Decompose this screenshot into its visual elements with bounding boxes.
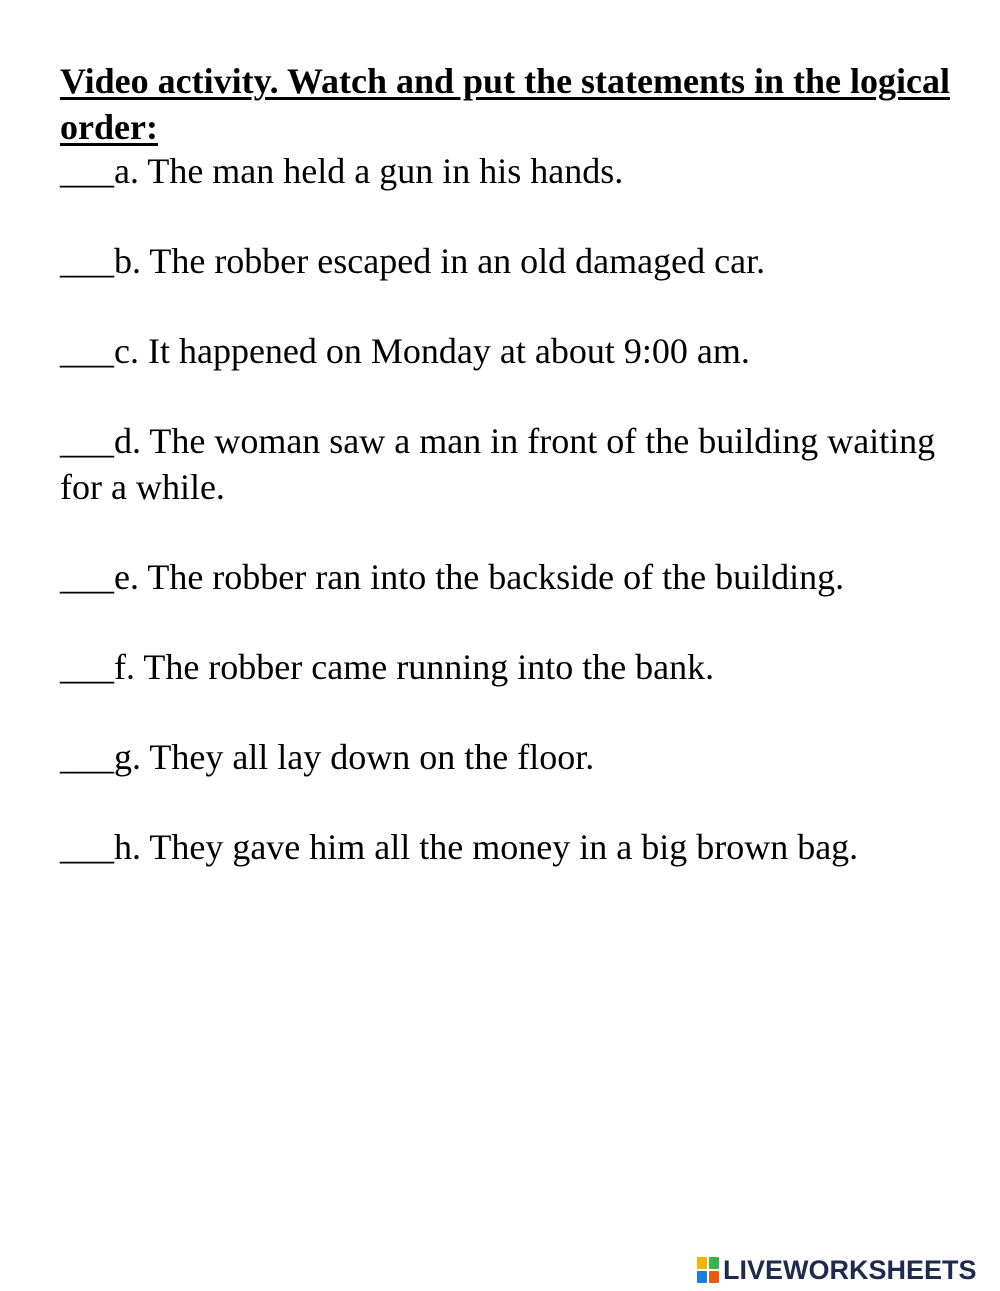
worksheet-title: Video activity. Watch and put the statements in the logical order: — [60, 61, 950, 147]
statement-list — [60, 148, 960, 870]
statement-item-f — [60, 644, 960, 690]
answer-blank[interactable]: ___ — [60, 557, 114, 597]
statement-text: h. They gave him all the money in a big brown bag. — [114, 827, 859, 867]
logo-square-3 — [697, 1271, 707, 1283]
answer-blank[interactable]: ___ — [60, 331, 114, 371]
answer-blank[interactable]: ___ — [60, 151, 114, 191]
statement-item-h — [60, 824, 960, 870]
statement-item-e — [60, 554, 960, 600]
worksheet — [60, 58, 960, 914]
statement-item-d — [60, 418, 960, 510]
statement-text: f. The robber came running into the bank. — [114, 647, 715, 687]
statement-item-c — [60, 328, 960, 374]
statement-text: g. They all lay down on the floor. — [114, 737, 595, 777]
answer-blank[interactable]: ___ — [60, 737, 114, 777]
liveworksheets-logo-icon — [697, 1257, 719, 1283]
statement-text: e. The robber ran into the backside of the building. — [114, 557, 845, 597]
statement-text: a. The man held a gun in his hands. — [114, 151, 624, 191]
logo-square-2 — [709, 1257, 719, 1269]
answer-blank[interactable]: ___ — [60, 647, 114, 687]
statement-item-a — [60, 148, 960, 194]
liveworksheets-logo — [697, 1255, 977, 1285]
logo-square-4 — [709, 1271, 719, 1283]
statement-item-b — [60, 238, 960, 284]
statement-item-g — [60, 734, 960, 780]
answer-blank[interactable]: ___ — [60, 241, 114, 281]
statement-text: d. The woman saw a man in front of the building waiting for a while. — [60, 421, 936, 507]
statement-text: c. It happened on Monday at about 9:00 am. — [114, 331, 750, 371]
answer-blank[interactable]: ___ — [60, 421, 114, 461]
answer-blank[interactable]: ___ — [60, 827, 114, 867]
statement-text: b. The robber escaped in an old damaged car. — [114, 241, 766, 281]
logo-text: LIVEWORKSHEETS — [723, 1255, 977, 1285]
logo-square-1 — [697, 1257, 707, 1269]
